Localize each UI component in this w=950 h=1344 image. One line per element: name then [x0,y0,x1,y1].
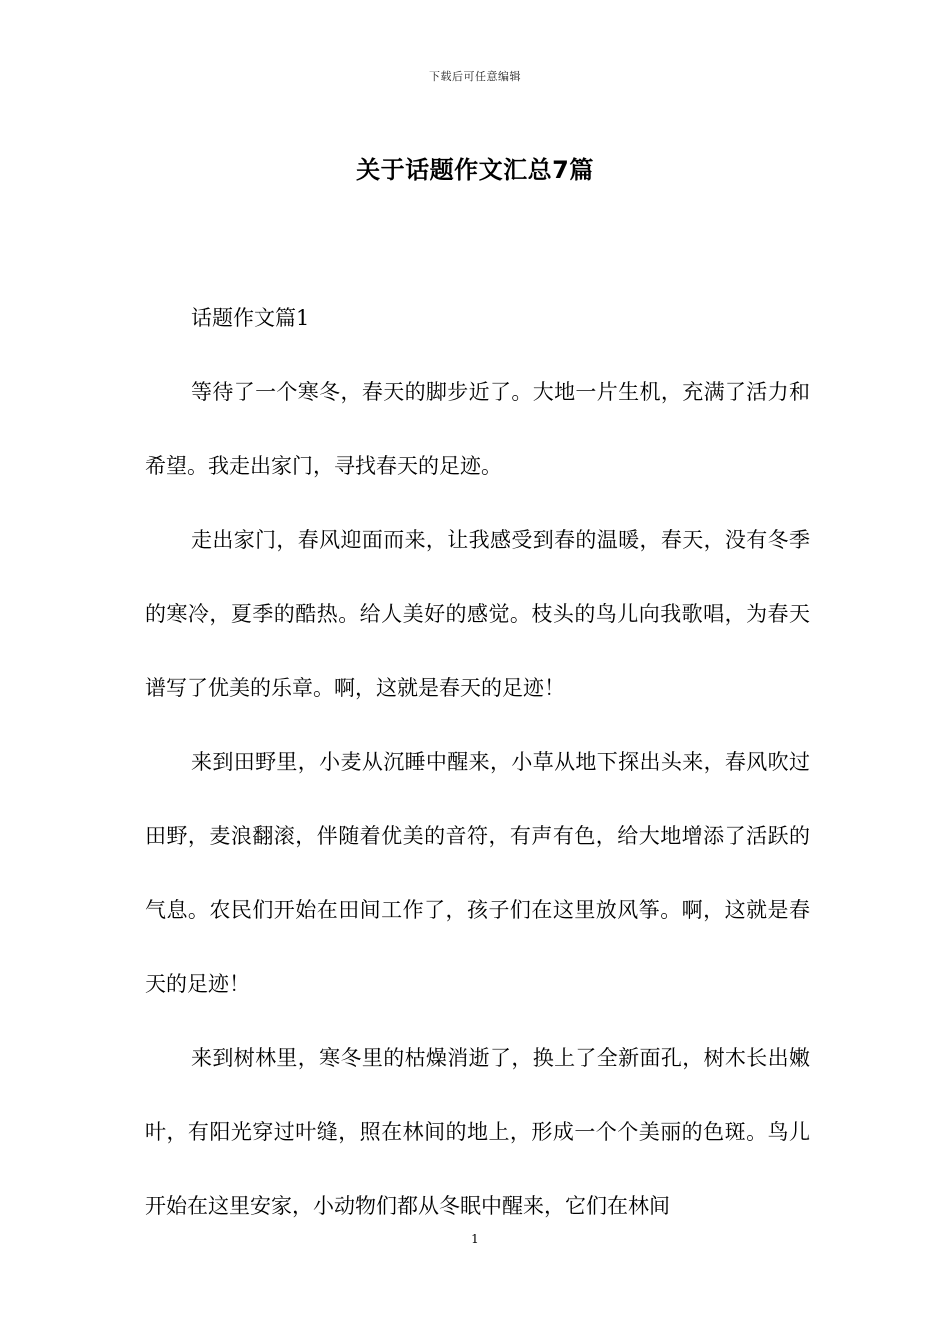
page-number: 1 [471,1232,479,1246]
paragraph: 来到树林里，寒冬里的枯燥消逝了，换上了全新面孔，树木长出嫩叶，有阳光穿过叶缝，照在林间的地上，形成一个个美丽的色斑。鸟儿开始在这里安家，小动物们都从冬眠中醒来，它们在林间 [145,1046,810,1218]
document-title: 关于话题作文汇总7篇 [356,156,594,184]
section-heading: 话题作文篇1 [191,306,310,330]
paragraph: 来到田野里，小麦从沉睡中醒来，小草从地下探出头来，春风吹过田野，麦浪翻滚，伴随着优美的音符，有声有色，给大地增添了活跃的气息。农民们开始在田间工作了，孩子们在这里放风筝。啊，这就是春天的足迹！ [145,750,810,996]
document-body [145,281,810,1243]
header-note: 下载后可任意编辑 [429,70,521,83]
paragraph: 等待了一个寒冬，春天的脚步近了。大地一片生机，充满了活力和希望。我走出家门，寻找春天的足迹。 [145,380,810,478]
paragraph: 走出家门，春风迎面而来，让我感受到春的温暖，春天，没有冬季的寒冷，夏季的酷热。给人美好的感觉。枝头的鸟儿向我歌唱，为春天谱写了优美的乐章。啊，这就是春天的足迹！ [145,528,810,700]
